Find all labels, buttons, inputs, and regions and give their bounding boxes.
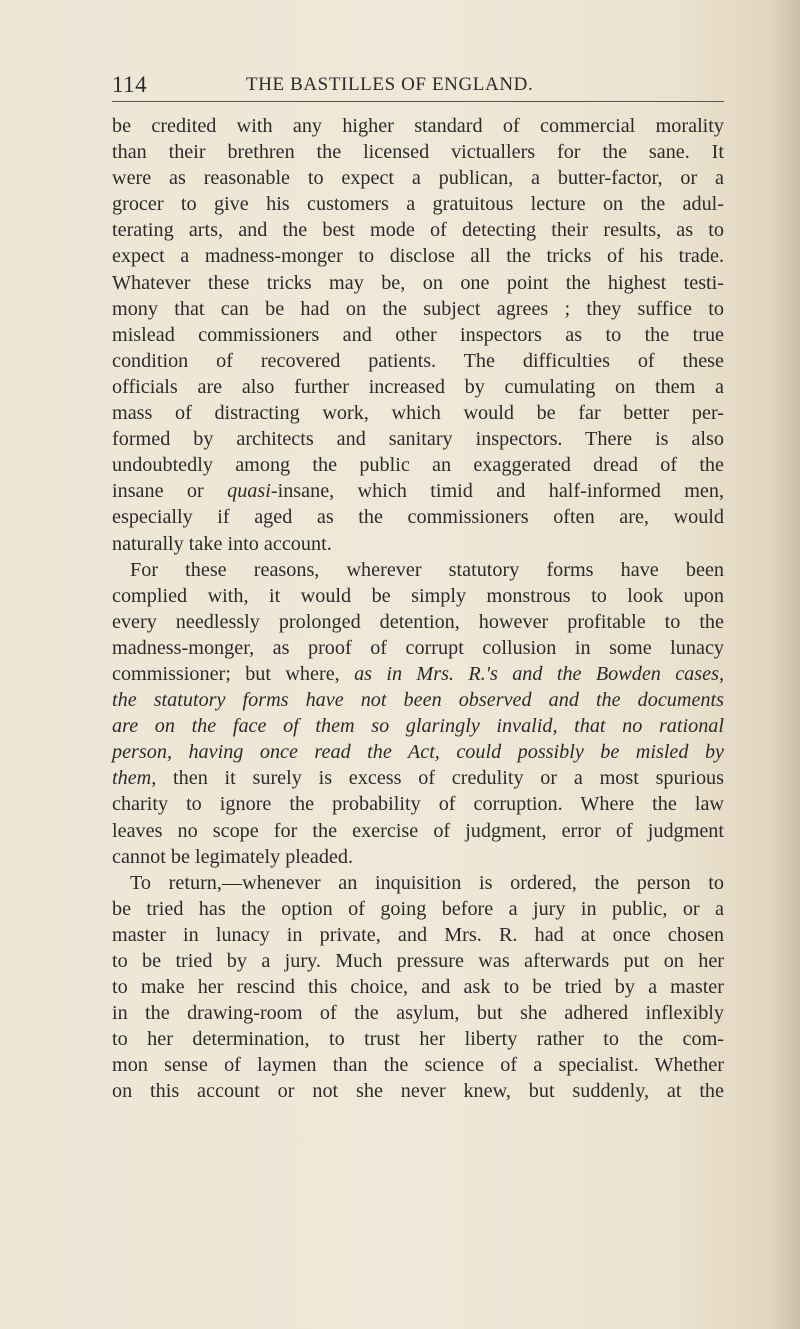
text-line bbox=[112, 1052, 724, 1078]
italic-text: as in Mrs. R.'s and the Bowden cases, bbox=[354, 662, 724, 685]
text-line bbox=[112, 139, 724, 165]
text-line bbox=[112, 765, 724, 791]
text-segment: to make her rescind this choice, and ask to be tried by a master bbox=[112, 976, 724, 999]
text-line bbox=[112, 739, 724, 765]
text-line bbox=[112, 713, 724, 739]
text-segment: mon sense of laymen than the science of a specialist. Whether bbox=[112, 1054, 724, 1077]
text-segment: -insane, which timid and half-informed men, bbox=[270, 480, 725, 503]
text-line bbox=[112, 948, 724, 974]
text-segment: leaves no scope for the exercise of judgment, error of judgment bbox=[112, 819, 724, 842]
italic-text: them, bbox=[112, 767, 157, 790]
page-header bbox=[112, 72, 722, 102]
text-line bbox=[112, 322, 724, 348]
text-line bbox=[112, 1026, 724, 1052]
running-head: THE BASTILLES OF ENGLAND. bbox=[246, 74, 534, 95]
body-text bbox=[112, 113, 724, 1105]
text-line bbox=[112, 270, 724, 296]
text-line bbox=[112, 609, 724, 635]
text-segment: complied with, it would be simply monstrous to look upon bbox=[112, 584, 724, 607]
text-segment: mony that can be had on the subject agrees ; they suffice to bbox=[112, 297, 724, 320]
text-line bbox=[112, 113, 724, 139]
text-segment: grocer to give his customers a gratuitous lecture on the adul- bbox=[112, 193, 724, 216]
text-line bbox=[112, 348, 724, 374]
text-line bbox=[112, 478, 724, 504]
text-line bbox=[112, 1000, 724, 1026]
text-segment: mislead commissioners and other inspectors as to the true bbox=[112, 323, 724, 346]
text-line bbox=[112, 531, 724, 557]
text-line bbox=[112, 896, 724, 922]
text-segment: undoubtedly among the public an exaggerated dread of the bbox=[112, 454, 724, 477]
text-segment: commissioner; but where, bbox=[112, 662, 355, 685]
text-segment: terating arts, and the best mode of detecting their results, as to bbox=[112, 219, 724, 242]
text-segment: Whatever these tricks may be, on one point the highest testi- bbox=[112, 271, 724, 294]
text-line bbox=[112, 635, 724, 661]
text-segment: madness-monger, as proof of corrupt collusion in some lunacy bbox=[112, 636, 724, 659]
text-line bbox=[112, 191, 724, 217]
text-segment: condition of recovered patients. The difficulties of these bbox=[112, 349, 724, 372]
text-line bbox=[112, 661, 724, 687]
text-line bbox=[112, 400, 724, 426]
header-rule bbox=[112, 101, 724, 102]
text-line bbox=[112, 504, 724, 530]
text-segment: insane or bbox=[112, 480, 228, 503]
text-segment: on this account or not she never knew, but suddenly, at the bbox=[112, 1080, 724, 1103]
text-segment: especially if aged as the commissioners often are, would bbox=[112, 506, 724, 529]
text-segment: cannot be legimately pleaded. bbox=[112, 845, 354, 868]
text-line bbox=[112, 818, 724, 844]
text-line bbox=[112, 296, 724, 322]
text-segment: master in lunacy in private, and Mrs. R. had at once chosen bbox=[112, 923, 724, 946]
text-segment: in the drawing-room of the asylum, but she adhered inflexibly bbox=[112, 1002, 724, 1025]
text-line bbox=[112, 557, 724, 583]
text-line bbox=[112, 844, 724, 870]
page-number: 114 bbox=[112, 72, 148, 97]
text-segment: to be tried by a jury. Much pressure was afterwards put on her bbox=[112, 950, 724, 972]
text-segment: charity to ignore the probability of corruption. Where the law bbox=[112, 793, 724, 816]
text-line bbox=[112, 374, 724, 400]
text-line bbox=[112, 583, 724, 609]
italic-text: are on the face of them so glaringly invalid, that no rational bbox=[112, 715, 724, 738]
text-line bbox=[112, 426, 724, 452]
text-segment: then it surely is excess of credulity or a most spurious bbox=[156, 767, 724, 790]
text-line bbox=[112, 974, 724, 1000]
text-line bbox=[112, 791, 724, 817]
text-line bbox=[112, 870, 724, 896]
italic-text: the statutory forms have not been observed and the documents bbox=[112, 689, 724, 712]
text-line bbox=[112, 217, 724, 243]
text-segment: expect a madness-monger to disclose all the tricks of his trade. bbox=[112, 245, 724, 268]
text-line bbox=[112, 1078, 724, 1104]
text-segment: formed by architects and sanitary inspectors. There is also bbox=[112, 428, 724, 451]
text-segment: were as reasonable to expect a publican, a butter-factor, or a bbox=[112, 167, 724, 190]
text-segment: mass of distracting work, which would be far better per- bbox=[112, 402, 724, 425]
text-line bbox=[112, 687, 724, 713]
italic-text: quasi bbox=[227, 480, 271, 503]
text-segment: naturally take into account. bbox=[112, 532, 332, 555]
text-line bbox=[112, 165, 724, 191]
text-segment: be credited with any higher standard of commercial morality bbox=[112, 115, 724, 137]
text-segment: every needlessly prolonged detention, however profitable to the bbox=[112, 610, 724, 633]
text-segment: be tried has the option of going before a jury in public, or a bbox=[112, 897, 724, 920]
text-line bbox=[112, 452, 724, 478]
text-line bbox=[112, 243, 724, 269]
page-edge-shadow bbox=[770, 0, 800, 1329]
text-segment: For these reasons, wherever statutory forms have been bbox=[130, 558, 724, 581]
text-segment: officials are also further increased by cumulating on them a bbox=[112, 375, 724, 398]
text-segment: to her determination, to trust her liberty rather to the com- bbox=[112, 1028, 724, 1051]
text-segment: than their brethren the licensed victuallers for the sane. It bbox=[112, 141, 724, 164]
text-line bbox=[112, 922, 724, 948]
text-segment: To return,—whenever an inquisition is ordered, the person to bbox=[130, 871, 724, 894]
italic-text: person, having once read the Act, could possibly be misled by bbox=[112, 741, 724, 764]
